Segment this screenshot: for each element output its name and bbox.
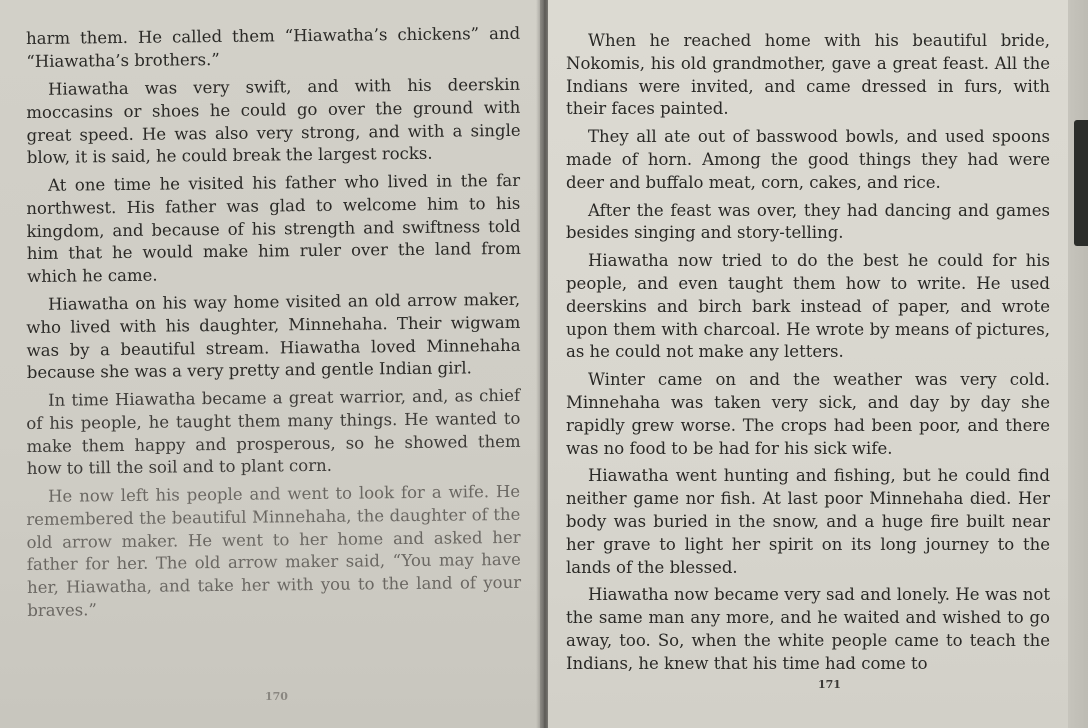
left-page	[0, 0, 540, 728]
paragraph: Hiawatha now became very sad and lonely. He was not the same man any more, and he waited and wished to go away, too. So, when the white people came to teach the Indians, he knew that his time had come to	[566, 585, 1050, 673]
paragraph: In time Hiawatha became a great warrior, and, as chief of his people, he taught them many things. He wanted to make them happy and prosperous, so he showed them how to till the soil and to plant corn.	[26, 385, 521, 479]
paragraph: Hiawatha went hunting and fishing, but he could find neither game nor fish. At last poor Minnehaha died. Her body was buried in the snow, and a huge fire built near her grave to light her spirit on its long journey to the lands of the blessed.	[566, 466, 1050, 577]
bookmark-tab	[1074, 120, 1088, 246]
paragraph: At one time he visited his father who lived in the far northwest. His father was glad to welcome him to his kingdom, and because of his strength and swiftness told him that he would make him ruler over the land from which he came.	[26, 170, 521, 286]
page-number: 171	[818, 678, 841, 691]
paragraph: Hiawatha now tried to do the best he could for his people, and even taught them how to write. He used deerskins and birch bark instead of paper, and wrote upon them with charcoal. He wrote by means of pictures, as he could not make any letters.	[566, 251, 1050, 362]
paragraph: Hiawatha on his way home visited an old arrow maker, who lived with his daughter, Minnehaha. Their wigwam was by a beautiful stream. Hiawatha loved Minnehaha because she was a very pretty and gentle Indian girl.	[26, 289, 521, 383]
right-page	[548, 0, 1068, 728]
paragraph: After the feast was over, they had dancing and games besides singing and story-telling.	[566, 200, 1050, 243]
next-page-edge	[1068, 0, 1088, 728]
paragraph: Winter came on and the weather was very cold. Minnehaha was taken very sick, and day by day she rapidly grew worse. The crops had been poor, and there was no food to be had for his sick wife.	[566, 370, 1050, 458]
paragraph: They all ate out of basswood bowls, and used spoons made of horn. Among the good things they had were deer and buffalo meat, corn, cakes, and rice.	[566, 127, 1050, 192]
paragraph: Hiawatha was very swift, and with his deerskin moccasins or shoes he could go over the ground with great speed. He was also very strong, and with a single blow, it is said, he could break the largest rocks.	[26, 74, 521, 167]
page-number: 170	[265, 690, 288, 703]
paragraph: harm them. He called them “Hiawatha’s chickens” and “Hiawatha’s brothers.”	[26, 23, 521, 71]
paragraph: He now left his people and went to look for a wife. He remembered the beautiful Minnehaha, the daughter of the old arrow maker. He went to her home and asked her father for her. The old arrow maker said, “You may have her, Hiawatha, and take her with you to the land of your braves.”	[26, 481, 522, 621]
paragraph: When he reached home with his beautiful bride, Nokomis, his old grandmother, gave a great feast. All the Indians were invited, and came dressed in furs, with their faces painted.	[566, 31, 1050, 119]
